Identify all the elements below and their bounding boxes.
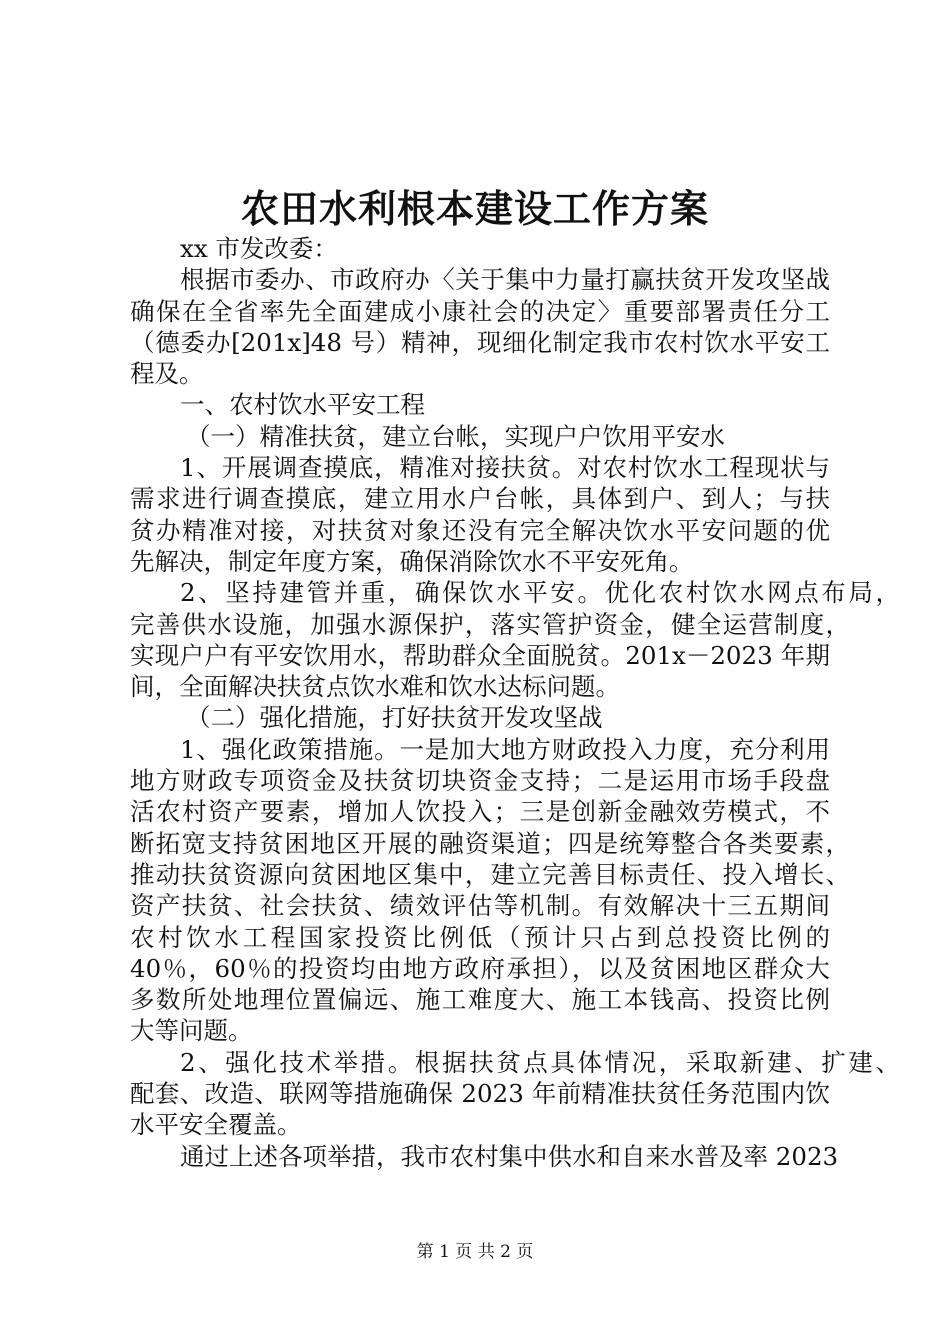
document-body — [130, 233, 900, 1172]
page-footer: 第 1 页 共 2 页 — [416, 1242, 534, 1262]
paragraph-line: 农村饮水工程国家投资比例低（预计只占到总投资比例的 — [130, 922, 830, 952]
paragraph-line: 1、开展调查摸底，精准对接扶贫。对农村饮水工程现状与 — [180, 453, 830, 483]
paragraph-line: 推动扶贫资源向贫困地区集中，建立完善目标责任、投入增长、 — [130, 859, 850, 889]
paragraph-line: 40％，60％的投资均由地方政府承担），以及贫困地区群众大 — [130, 953, 830, 983]
paragraph-line: 多数所处地理位置偏远、施工难度大、施工本钱高、投资比例 — [130, 985, 830, 1015]
paragraph-line: 2、强化技术举措。根据扶贫点具体情况，采取新建、扩建、 — [180, 1047, 900, 1077]
paragraph-line: 根据市委办、市政府办〈关于集中力量打赢扶贫开发攻坚战 — [180, 265, 830, 295]
paragraph-line: 需求进行调查摸底，建立用水户台帐，具体到户、到人；与扶 — [130, 484, 830, 514]
paragraph-line: 大等问题。 — [130, 1016, 253, 1046]
paragraph-line: 资产扶贫、社会扶贫、绩效评估等机制。有效解决十三五期间 — [130, 891, 830, 921]
section-heading: 一、农村饮水平安工程 — [180, 390, 425, 420]
subsection-heading: （二）强化措施，打好扶贫开发攻坚战 — [186, 703, 603, 733]
paragraph-line: 完善供水设施，加强水源保护，落实管护资金，健全运营制度， — [130, 609, 850, 639]
salutation-line: xx 市发改委： — [180, 234, 338, 263]
paragraph-line: 贫办精准对接，对扶贫对象还没有完全解决饮水平安问题的优 — [130, 515, 830, 545]
subsection-heading: （一）精准扶贫，建立台帐，实现户户饮用平安水 — [186, 421, 725, 451]
paragraph-line: 断拓宽支持贫困地区开展的融资渠道；四是统筹整合各类要素， — [130, 828, 850, 858]
paragraph-line: 水平安全覆盖。 — [130, 1110, 302, 1140]
paragraph-line: 2、坚持建管并重，确保饮水平安。优化农村饮水网点布局， — [180, 578, 900, 608]
paragraph-line: 确保在全省率先全面建成小康社会的决定〉重要部署责任分工 — [130, 296, 830, 326]
paragraph-line: 地方财政专项资金及扶贫切块资金支持；二是运用市场手段盘 — [130, 766, 830, 796]
paragraph-line: （德委办[201x]48 号）精神，现细化制定我市农村饮水平安工 — [130, 327, 830, 357]
paragraph-line: 通过上述各项举措，我市农村集中供水和自来水普及率 2023 — [180, 1141, 839, 1171]
paragraph-line: 1、强化政策措施。一是加大地方财政投入力度，充分利用 — [180, 734, 830, 764]
paragraph-line: 间，全面解决扶贫点饮水难和饮水达标问题。 — [130, 672, 620, 702]
paragraph-line: 程及。 — [130, 359, 204, 389]
document-title: 农田水利根本建设工作方案 — [240, 186, 709, 231]
paragraph-line: 实现户户有平安饮用水，帮助群众全面脱贫。201x－2023 年期 — [130, 640, 830, 670]
paragraph-line: 配套、改造、联网等措施确保 2023 年前精准扶贫任务范围内饮 — [130, 1079, 830, 1109]
paragraph-line: 活农村资产要素，增加人饮投入；三是创新金融效劳模式，不 — [130, 797, 830, 827]
paragraph-line: 先解决，制定年度方案，确保消除饮水不平安死角。 — [130, 546, 694, 576]
